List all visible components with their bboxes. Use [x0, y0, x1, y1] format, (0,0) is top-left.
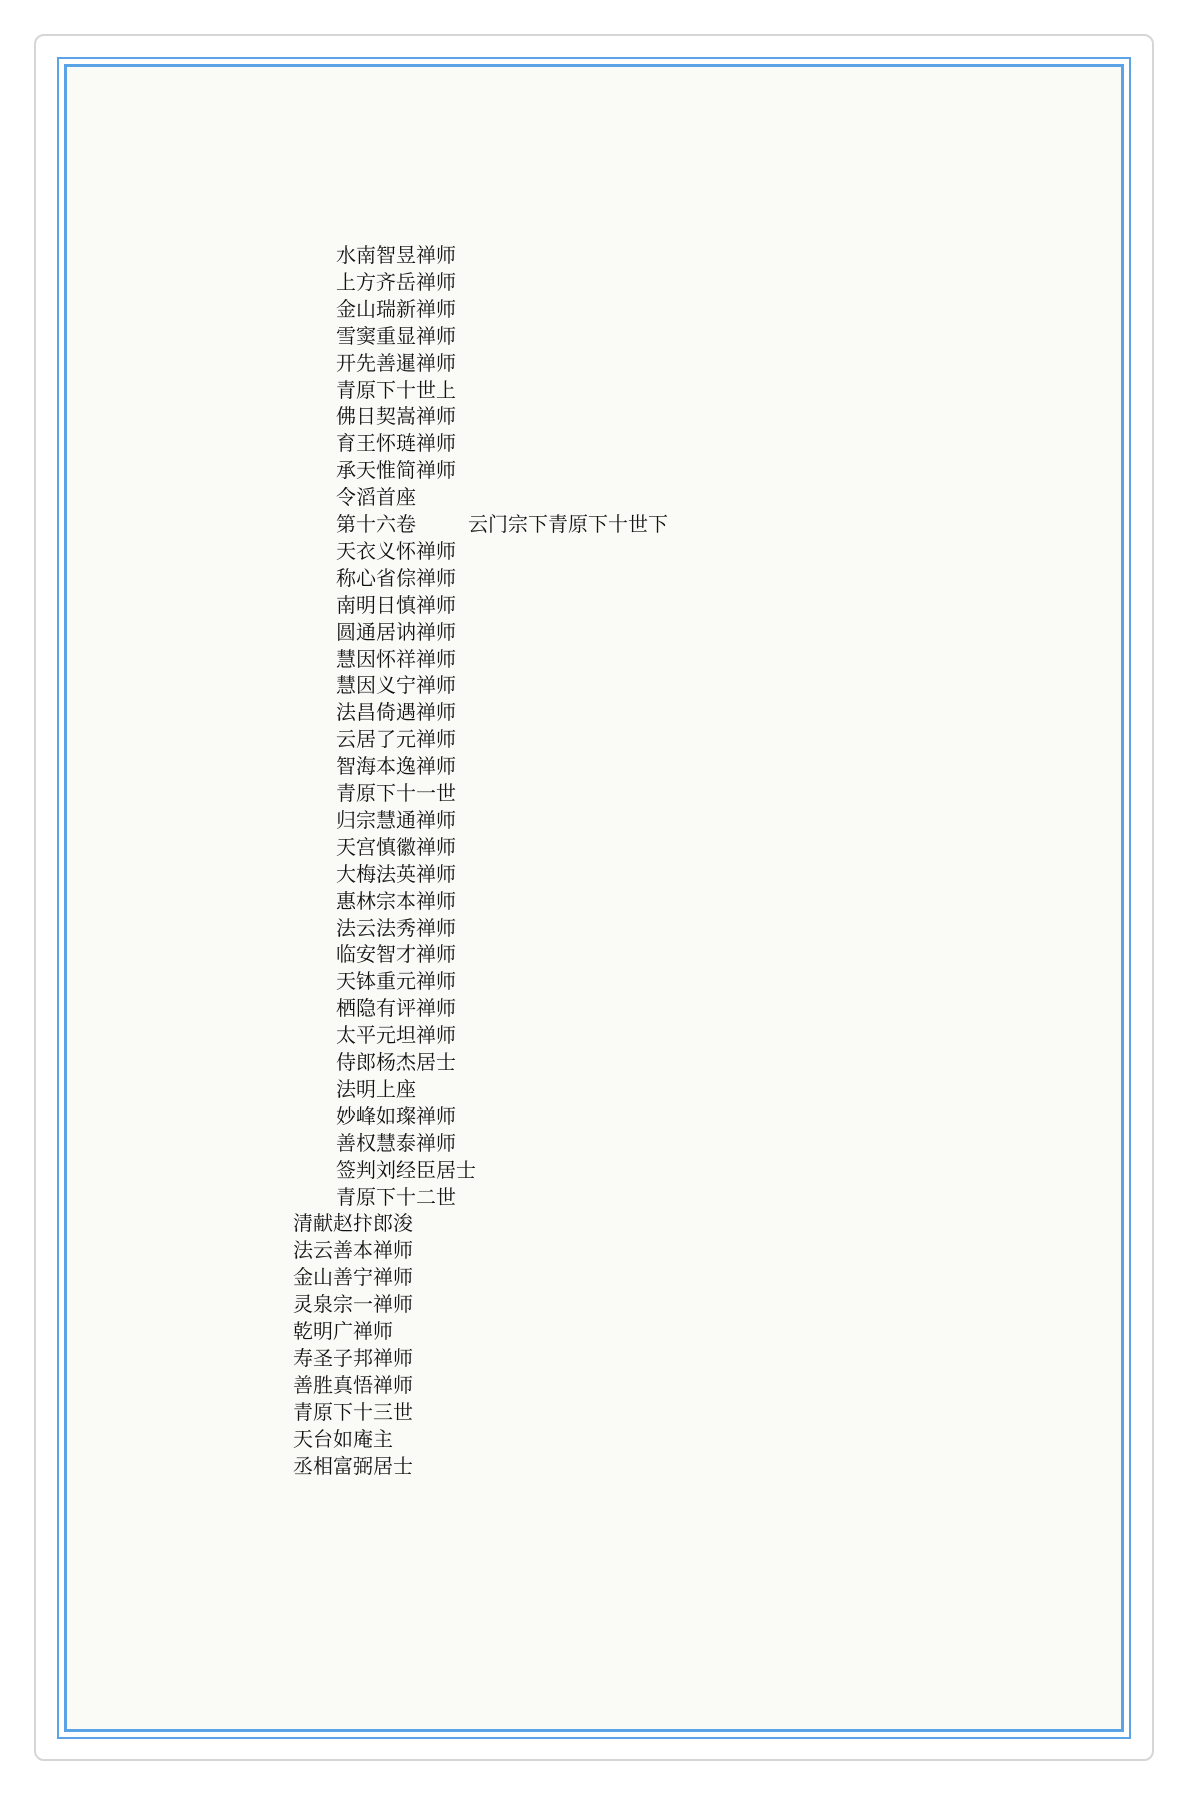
entry-line: 太平元坦禅师 [336, 1023, 456, 1048]
entry-line: 天钵重元禅师 [336, 969, 456, 994]
entry-line: 云居了元禅师 [336, 727, 456, 752]
entry-line: 妙峰如璨禅师 [336, 1103, 456, 1128]
entry-line: 开先善暹禅师 [336, 350, 456, 375]
entry-line: 佛日契嵩禅师 [336, 404, 456, 429]
entry-line: 善胜真悟禅师 [293, 1372, 413, 1397]
entry-line: 南明日慎禅师 [336, 592, 456, 617]
entry-line: 水南智昱禅师 [336, 243, 456, 267]
entry-line: 栖隐有评禅师 [336, 996, 456, 1021]
entry-line: 上方齐岳禅师 [336, 269, 456, 294]
entry-line: 签判刘经臣居士 [336, 1157, 476, 1182]
entry-line: 青原下十二世 [336, 1184, 456, 1209]
entry-line: 令滔首座 [336, 485, 416, 510]
entry-line: 圆通居讷禅师 [336, 619, 456, 644]
entry-line: 雪窦重显禅师 [336, 323, 456, 348]
entry-line: 慧因怀祥禅师 [336, 646, 456, 671]
entry-line: 临安智才禅师 [336, 942, 456, 967]
entry-line: 天宫慎徽禅师 [336, 834, 456, 859]
entry-line: 育王怀琏禅师 [336, 431, 456, 456]
entry-line: 清献赵抃郎浚 [293, 1211, 413, 1236]
entry-line: 青原下十一世 [336, 781, 456, 805]
entry-line: 金山瑞新禅师 [336, 296, 456, 321]
entry-line: 承天惟简禅师 [336, 458, 456, 483]
entry-line: 天台如庵主 [293, 1426, 393, 1451]
entry-line: 金山善宁禅师 [293, 1265, 413, 1290]
entry-line: 侍郎杨杰居士 [336, 1050, 456, 1074]
entry-line: 丞相富弼居士 [293, 1453, 413, 1478]
entry-line: 法明上座 [336, 1076, 416, 1101]
entry-line: 天衣义怀禅师 [336, 538, 456, 563]
entry-line: 慧因义宁禅师 [336, 673, 456, 698]
entry-line: 法云善本禅师 [293, 1238, 413, 1263]
entry-line: 智海本逸禅师 [336, 754, 456, 779]
entry-line: 青原下十世上 [336, 377, 456, 402]
entry-line: 归宗慧通禅师 [336, 807, 456, 832]
entry-line: 惠林宗本禅师 [336, 888, 456, 913]
entry-line: 法云法秀禅师 [336, 915, 456, 940]
chapter-subtitle: 云门宗下青原下十世下 [468, 512, 668, 536]
entry-line: 灵泉宗一禅师 [293, 1292, 413, 1317]
entry-line: 第十六卷 [336, 512, 416, 536]
entry-line: 大梅法英禅师 [336, 861, 456, 886]
entry-line: 法昌倚遇禅师 [336, 700, 456, 725]
entry-line: 青原下十三世 [293, 1399, 413, 1424]
entry-line: 善权慧泰禅师 [336, 1130, 456, 1155]
entry-line: 寿圣子邦禅师 [293, 1345, 413, 1370]
entry-line: 乾明广禅师 [293, 1319, 393, 1343]
entry-line: 称心省倧禅师 [336, 565, 456, 590]
